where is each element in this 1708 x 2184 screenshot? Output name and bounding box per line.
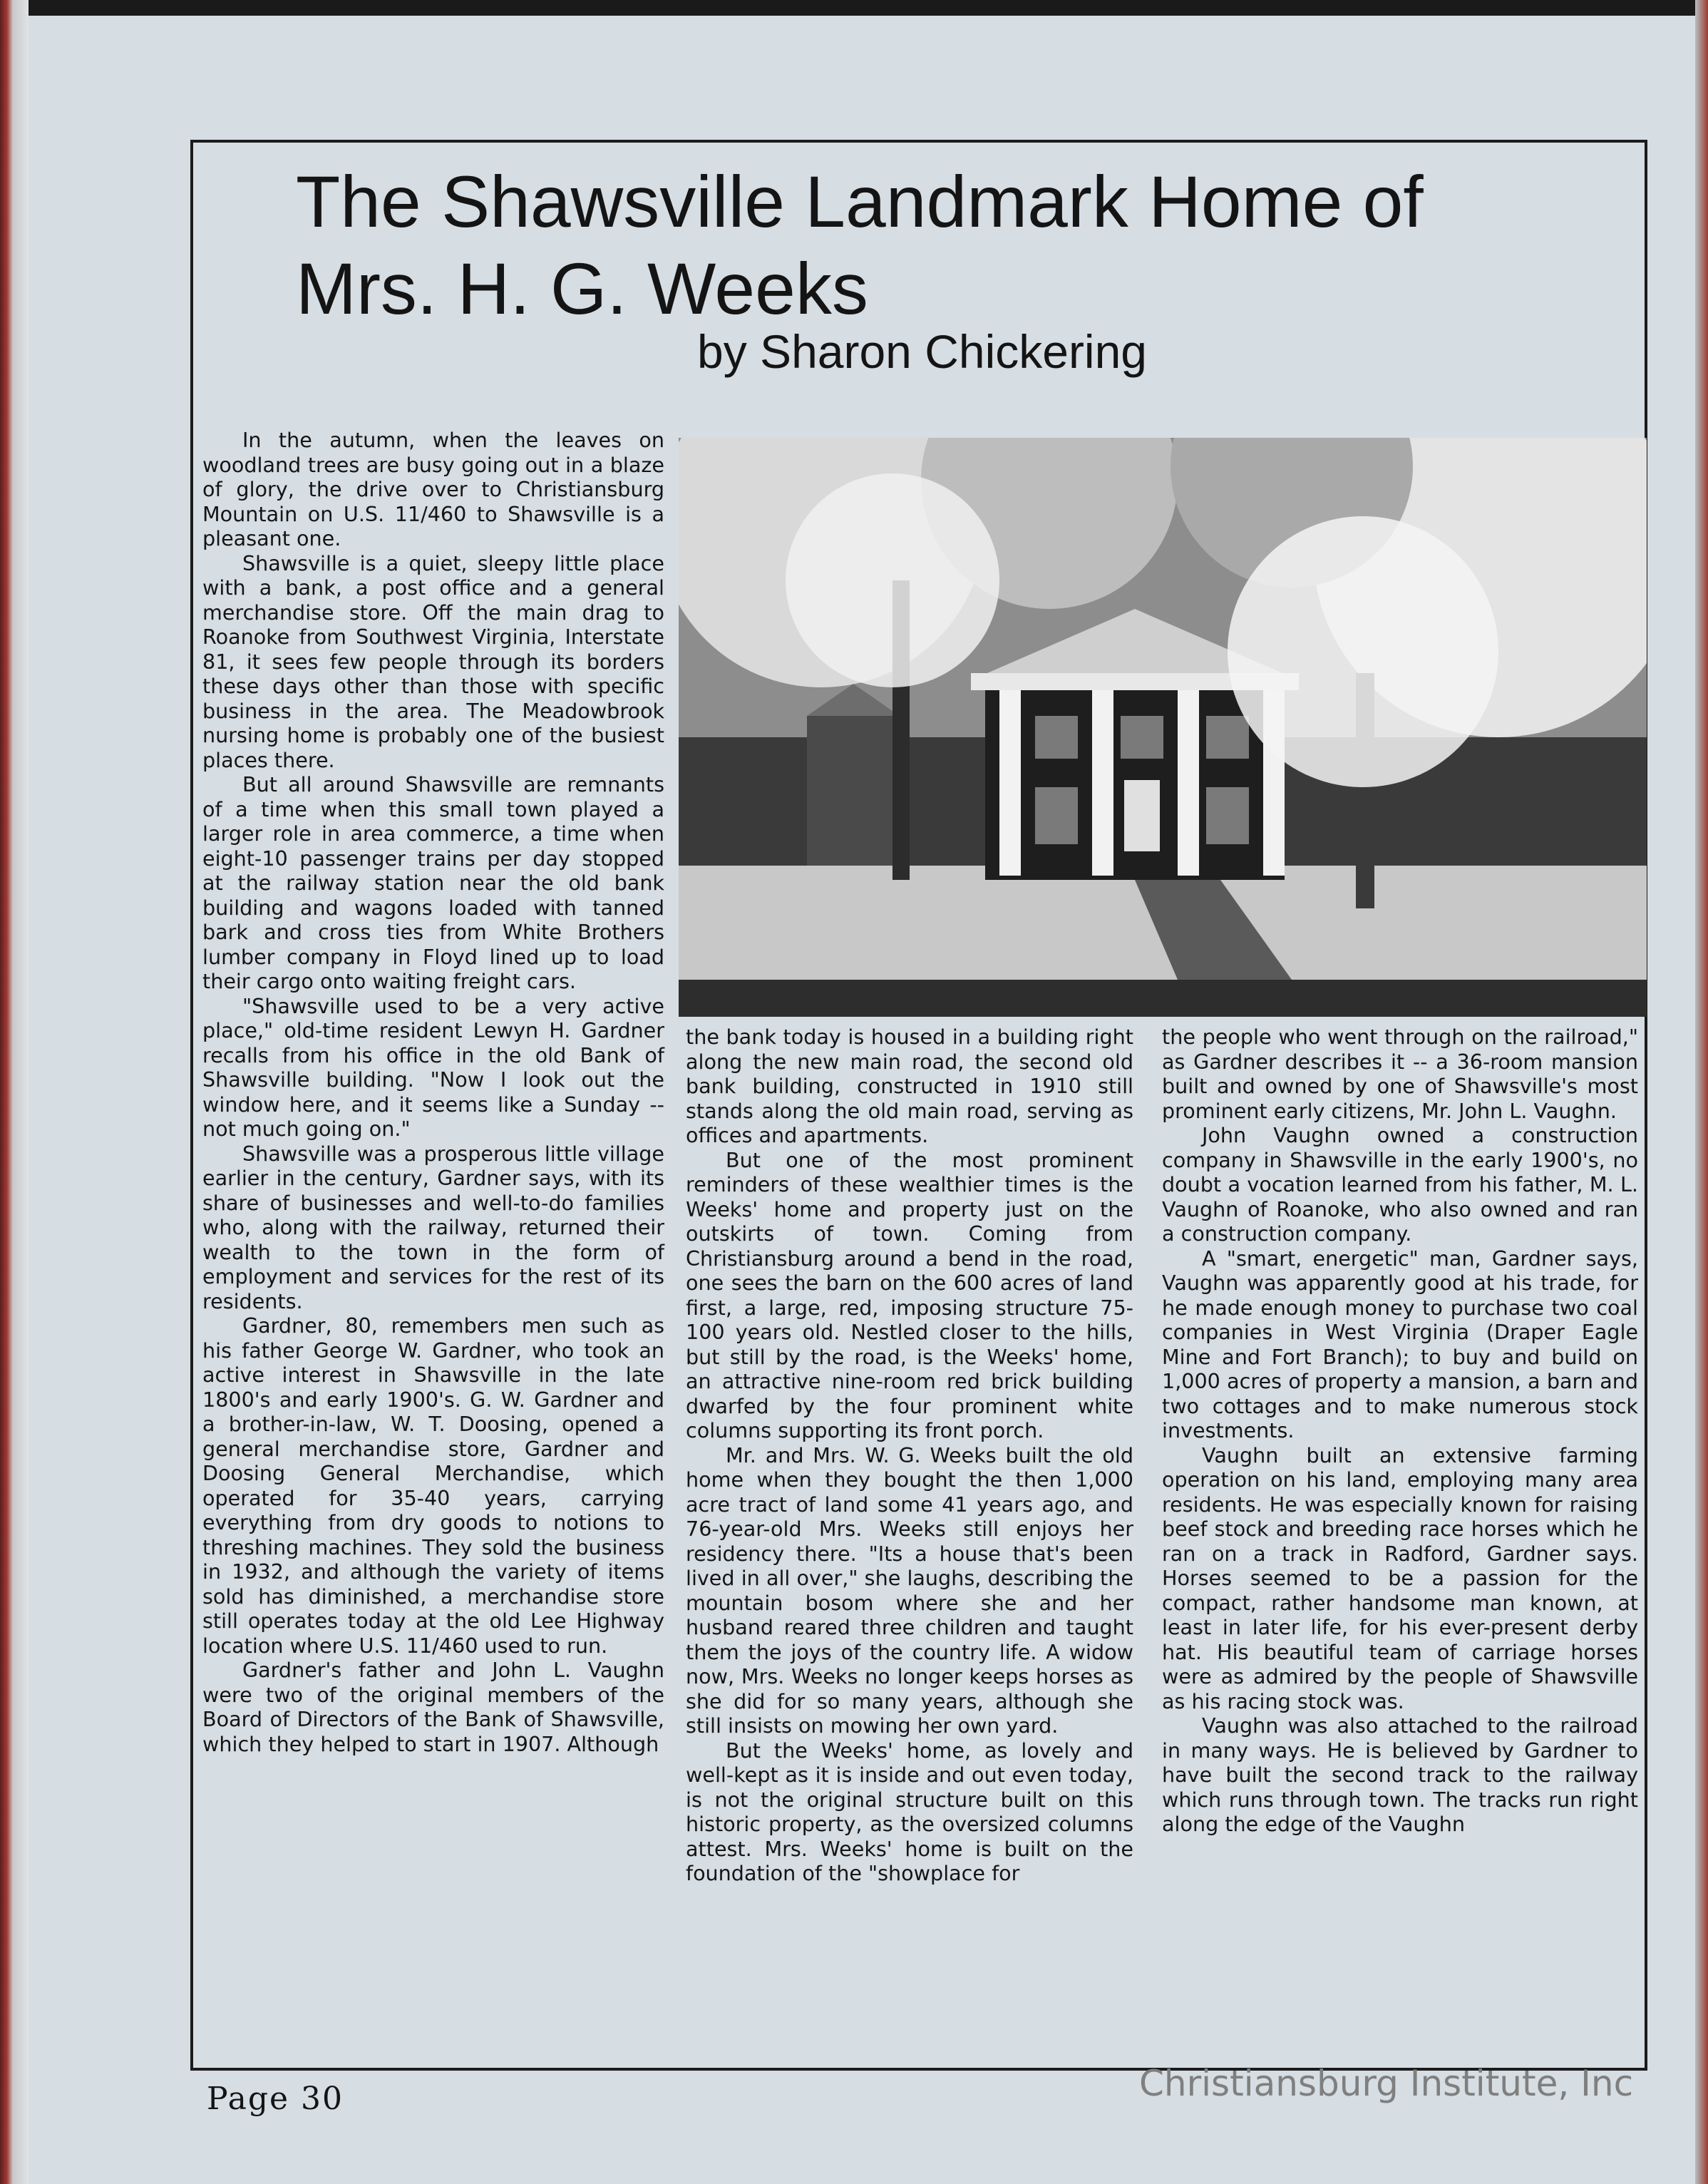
paragraph: A "smart, energetic" man, Gardner says, Vaughn was apparently good at his trade, for he made enough money to purchase two coal companies in West Virginia (Draper Eagle Mine and Fort Branch); to buy and build on 1,000 acres of property a mansion, a barn and two cottages and to make numerous stock investments. [1162, 1246, 1638, 1442]
paragraph: In the autumn, when the leaves on woodland trees are busy going out in a blaze of glory, the drive over to Christiansburg Mountain on U.S. 11/460 to Shawsville is a pleasant one. [202, 428, 664, 550]
article-column-3 [1162, 1025, 1638, 1837]
page-right-edge [1695, 0, 1708, 2184]
paragraph: Shawsville is a quiet, sleepy little place with a bank, a post office and a general merchandise store. Off the main drag to Roanoke from Southwest Virginia, Interstate 81, it sees few people through its borders these days other than those with specific business in the area. The Meadowbrook nursing home is probably one of the busiest places there. [202, 550, 664, 772]
article-column-1 [202, 428, 664, 1756]
watermark: Christiansburg Institute, Inc [1139, 2063, 1634, 2104]
paragraph: "Shawsville used to be a very active place," old-time resident Lewyn H. Gardner recalls from his office in the old Bank of Shawsville building. "Now I look out the window here, and it seems like a Sunday -- not much going on." [202, 993, 664, 1141]
article-column-2 [686, 1025, 1133, 1886]
paragraph: But one of the most prominent reminders of these wealthier times is the Weeks' home and property just on the outskirts of town. Coming from Christiansburg around a bend in the road, one sees the barn on the 600 acres of land first, a large, red, imposing structure 75-100 years old. Nestled closer to the hills, but still by the road, is the Weeks' home, an attractive nine-room red brick building dwarfed by the four prominent white columns supporting its front porch. [686, 1147, 1133, 1442]
paragraph: the bank today is housed in a building right along the new main road, the second old bank building, constructed in 1910 still stands along the old main road, serving as offices and apartments. [686, 1025, 1133, 1147]
paragraph: Gardner, 80, remembers men such as his father George W. Gardner, who took an active interest in Shawsville in the late 1800's and early 1900's. G. W. Gardner and a brother-in-law, W. T. Doosing, opened a general merchandise store, Gardner and Doosing General Merchandise, which operated for 35-40 years, carrying everything from dry goods to notions to threshing machines. They sold the business in 1932, and although the variety of items sold has diminished, a merchandise store still operates today at the old Lee Highway location where U.S. 11/460 used to run. [202, 1313, 664, 1658]
paragraph: John Vaughn owned a construction company in Shawsville in the early 1900's, no doubt a vocation learned from his father, M. L. Vaughn of Roanoke, who also owned and ran a construction company. [1162, 1123, 1638, 1246]
title-line-2: Mrs. H. G. Weeks [296, 248, 868, 329]
paragraph: Vaughn was also attached to the railroad in many ways. He is believed by Gardner to have built the second track to the railway which runs through town. The tracks run right along the edge of the Vaughn [1162, 1713, 1638, 1836]
paragraph: But the Weeks' home, as lovely and well-kept as it is inside and out even today, is not the original structure built on this historic property, as the oversized columns attest. Mrs. Weeks' home is built on the foundation of the "showplace for [686, 1738, 1133, 1885]
page-number: Page 30 [207, 2081, 344, 2117]
paragraph: Mr. and Mrs. W. G. Weeks built the old home when they bought the then 1,000 acre tract of land some 41 years ago, and 76-year-old Mrs. Weeks still enjoys her residency there. "Its a house that's been lived in all over," she laughs, describing the mountain bosom where she and her husband reared three children and taught them the joys of the country life. A widow now, Mrs. Weeks no longer keeps horses as she did for so many years, although she still insists on mowing her own yard. [686, 1442, 1133, 1738]
house-photo-illustration [679, 438, 1647, 1017]
house-photo [679, 438, 1647, 1017]
article-byline: by Sharon Chickering [697, 325, 1147, 378]
paragraph: the people who went through on the railroad," as Gardner describes it -- a 36-room mansion built and owned by one of Shawsville's most prominent early citizens, Mr. John L. Vaughn. [1162, 1025, 1638, 1123]
paragraph: But all around Shawsville are remnants of a time when this small town played a larger role in area commerce, a time when eight-10 passenger trains per day stopped at the railway station near the old bank building and wagons loaded with tanned bark and cross ties from White Brothers lumber company in Floyd lined up to load their cargo onto waiting freight cars. [202, 772, 664, 993]
book-binding-edge [0, 0, 29, 2184]
paragraph: Gardner's father and John L. Vaughn were two of the original members of the Board of Directors of the Bank of Shawsville, which they helped to start in 1907. Although [202, 1658, 664, 1756]
article-title [296, 158, 1636, 332]
title-line-1: The Shawsville Landmark Home of [296, 161, 1424, 242]
paragraph: Vaughn built an extensive farming operation on his land, employing many area residents. He was especially known for raising beef stock and breeding race horses which he ran on a track in Radford, Gardner says. Horses seemed to be a passion for the compact, rather handsome man known, at least in later life, for his ever-present derby hat. His beautiful team of carriage horses were as admired by the people of Shawsville as his racing stock was. [1162, 1442, 1638, 1713]
paragraph: Shawsville was a prosperous little village earlier in the century, Gardner says, with its share of businesses and well-to-do families who, along with the railway, returned their wealth to the town in the form of employment and services for the rest of its residents. [202, 1141, 664, 1313]
